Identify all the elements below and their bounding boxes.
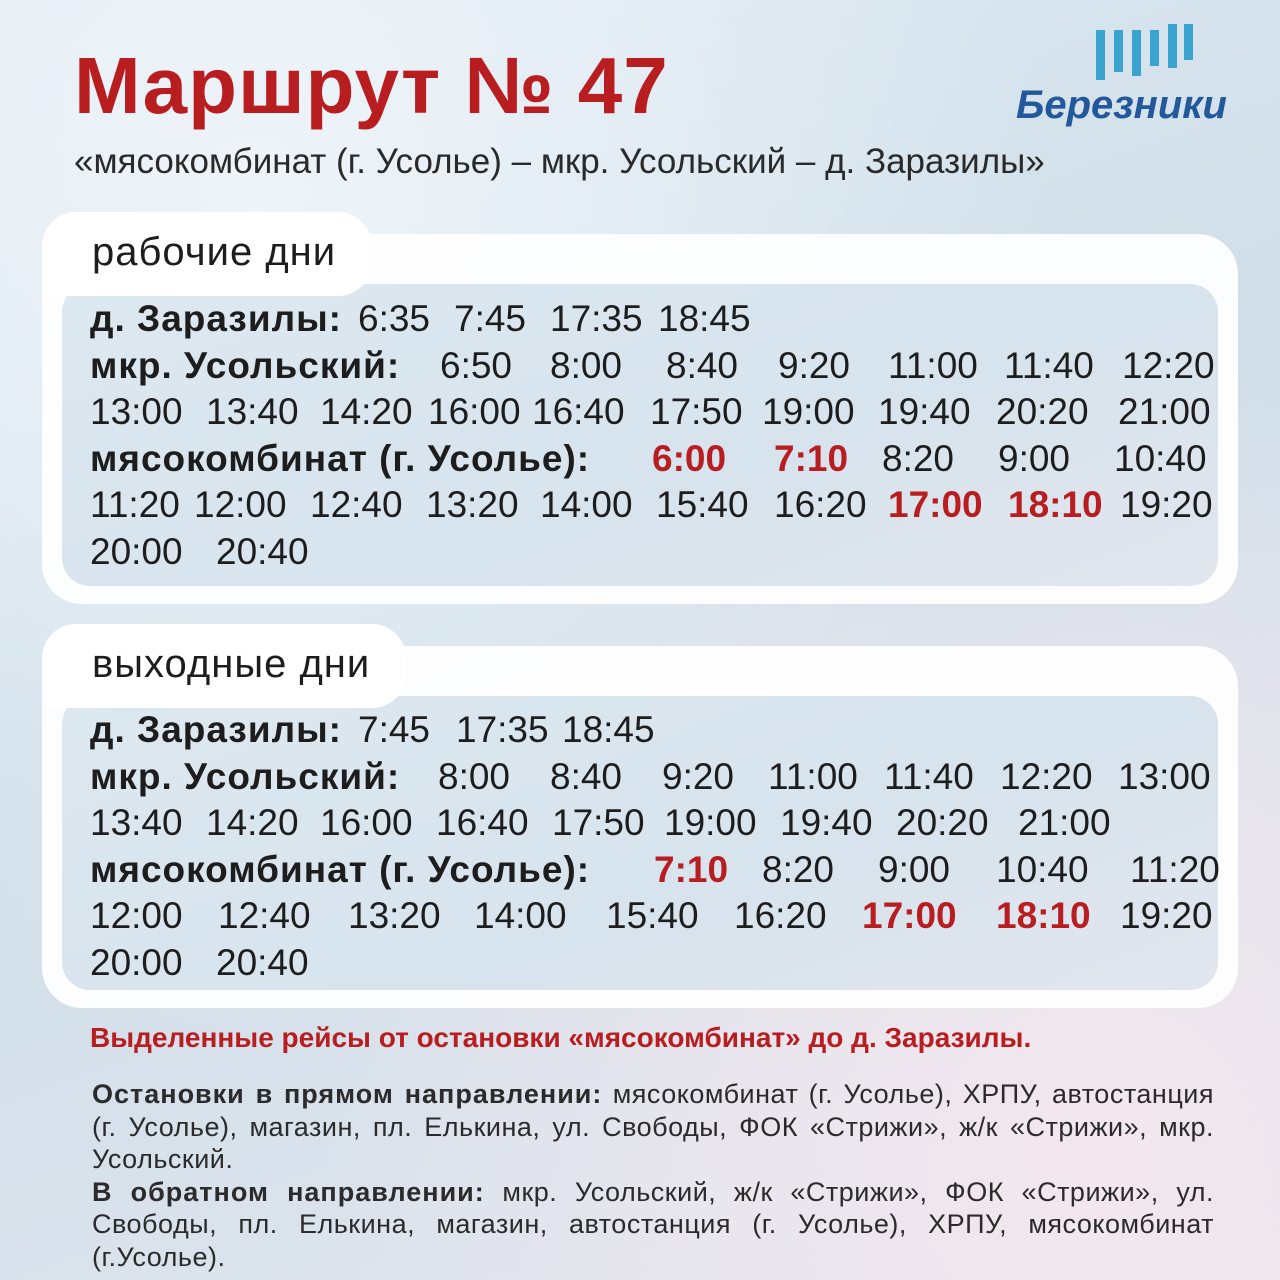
weekends-myaso-row-cont2 xyxy=(90,940,1214,987)
departure-time: 13:40 xyxy=(90,802,183,843)
departure-time: 12:40 xyxy=(218,895,311,936)
page-title: Маршрут № 47 xyxy=(74,41,669,130)
departure-time: 16:00 xyxy=(428,391,521,432)
departure-time: 20:20 xyxy=(996,391,1089,432)
departure-time: 13:20 xyxy=(348,895,441,936)
departure-time: 13:20 xyxy=(426,484,519,525)
departure-time: 11:20 xyxy=(1130,848,1220,890)
departure-time: 12:00 xyxy=(194,484,287,525)
departure-time: 6:50 xyxy=(440,344,513,386)
weekdays-myaso-row-cont xyxy=(90,482,1214,529)
berezniki-logo xyxy=(1016,22,1248,132)
backward-stops-label: В обратном направлении: xyxy=(92,1176,485,1207)
departure-time: 8:40 xyxy=(550,755,623,797)
weekends-usolsky-row-cont xyxy=(90,800,1214,847)
departure-time: 16:40 xyxy=(532,391,625,432)
highlighted-departure-time: 7:10 xyxy=(774,437,849,479)
departure-time: 10:40 xyxy=(1114,437,1207,479)
departure-time: 20:40 xyxy=(216,941,309,983)
departure-time: 14:20 xyxy=(320,391,413,432)
weekdays-usolsky-row xyxy=(90,343,1214,390)
departure-time: 8:00 xyxy=(550,344,623,386)
departure-time: 21:00 xyxy=(1118,391,1211,432)
stop-label: мкр. Усольский: xyxy=(90,755,401,797)
departure-time: 14:20 xyxy=(206,802,299,843)
stops-description xyxy=(92,1078,1214,1273)
highlighted-departure-time: 17:00 xyxy=(888,484,983,525)
forward-stops xyxy=(92,1078,1214,1176)
stop-label: д. Заразилы: xyxy=(90,298,342,339)
departure-time: 13:00 xyxy=(90,391,183,432)
highlight-note: Выделенные рейсы от остановки «мясокомбинат» до д. Заразилы. xyxy=(90,1022,1032,1053)
forward-stops-list: мясокомбинат (г. Усолье), ХРПУ, автостанция (г. Усолье), магазин, пл. Елькина, ул. Свободы, ФОК «Стрижи», ж/к «Стрижи», мкр. Усольский. xyxy=(92,1079,1214,1174)
departure-time: 7:45 xyxy=(454,298,527,339)
departure-time: 20:00 xyxy=(90,941,183,983)
backward-stops-list: мкр. Усольский, ж/к «Стрижи», ФОК «Стрижи», ул. Свободы, пл. Елькина, магазин, автостанция (г. Усолье), ХРПУ, мясокомбинат (г.Усолье). xyxy=(92,1176,1214,1272)
weekdays-schedule xyxy=(90,296,1214,575)
departure-time: 10:40 xyxy=(996,848,1089,890)
departure-time: 18:45 xyxy=(562,709,655,750)
departure-time: 12:20 xyxy=(1122,344,1215,386)
departure-time: 19:00 xyxy=(762,391,855,432)
departure-time: 15:40 xyxy=(606,895,699,936)
weekends-myaso-row xyxy=(90,847,1220,894)
departure-time: 20:00 xyxy=(90,530,183,572)
departure-time: 17:50 xyxy=(552,802,645,843)
weekends-label: выходные дни xyxy=(42,624,406,708)
stop-label: д. Заразилы: xyxy=(90,709,342,750)
weekends-zarazily-row xyxy=(90,707,1214,754)
weekends-schedule xyxy=(90,707,1220,986)
departure-time: 16:20 xyxy=(734,895,827,936)
highlighted-departure-time: 7:10 xyxy=(654,848,729,890)
departure-time: 20:40 xyxy=(216,530,309,572)
departure-time: 6:35 xyxy=(358,298,431,339)
forward-stops-label: Остановки в прямом направлении: xyxy=(92,1079,603,1109)
departure-time: 20:20 xyxy=(896,802,989,843)
weekdays-usolsky-row-cont xyxy=(90,389,1214,436)
departure-time: 15:40 xyxy=(656,484,749,525)
departure-time: 13:40 xyxy=(206,391,299,432)
departure-time: 19:40 xyxy=(780,802,873,843)
departure-time: 9:00 xyxy=(998,437,1071,479)
weekdays-myaso-row-cont2 xyxy=(90,529,1214,576)
departure-time: 9:20 xyxy=(778,344,851,386)
departure-time: 18:45 xyxy=(658,298,751,339)
stop-label: мясокомбинат (г. Усолье): xyxy=(90,848,591,890)
departure-time: 12:40 xyxy=(310,484,403,525)
highlighted-departure-time: 18:10 xyxy=(1008,484,1103,525)
departure-time: 21:00 xyxy=(1018,802,1111,843)
departure-time: 8:20 xyxy=(882,437,955,479)
departure-time: 17:50 xyxy=(650,391,743,432)
weekdays-myaso-row xyxy=(90,436,1214,483)
weekdays-label: рабочие дни xyxy=(42,212,372,296)
weekends-usolsky-row xyxy=(90,754,1214,801)
departure-time: 7:45 xyxy=(358,709,431,750)
departure-time: 11:00 xyxy=(768,755,858,797)
logo-bars-icon xyxy=(1094,22,1194,82)
departure-time: 13:00 xyxy=(1118,755,1211,797)
departure-time: 14:00 xyxy=(540,484,633,525)
departure-time: 11:00 xyxy=(888,344,978,386)
departure-time: 16:00 xyxy=(320,802,413,843)
departure-time: 11:40 xyxy=(1004,344,1094,386)
departure-time: 19:40 xyxy=(878,391,971,432)
departure-time: 11:20 xyxy=(90,484,180,525)
departure-time: 19:00 xyxy=(664,802,757,843)
logo-wordmark: Березники xyxy=(1016,83,1227,127)
departure-time: 8:00 xyxy=(438,755,511,797)
highlighted-departure-time: 6:00 xyxy=(652,437,727,479)
departure-time: 16:20 xyxy=(774,484,867,525)
departure-time: 16:40 xyxy=(436,802,529,843)
highlighted-departure-time: 18:10 xyxy=(996,895,1091,936)
departure-time: 17:35 xyxy=(550,298,643,339)
route-subtitle: «мясокомбинат (г. Усолье) – мкр. Усольский – д. Заразилы» xyxy=(74,142,1045,181)
weekdays-zarazily-row xyxy=(90,296,1214,343)
departure-time: 19:20 xyxy=(1120,895,1213,936)
highlighted-departure-time: 17:00 xyxy=(862,895,957,936)
departure-time: 19:20 xyxy=(1120,484,1213,525)
departure-time: 9:00 xyxy=(878,848,951,890)
departure-time: 17:35 xyxy=(456,709,549,750)
stop-label: мкр. Усольский: xyxy=(90,344,401,386)
stop-label: мясокомбинат (г. Усолье): xyxy=(90,437,591,479)
departure-time: 11:40 xyxy=(884,755,974,797)
weekends-myaso-row-cont xyxy=(90,893,1214,940)
departure-time: 12:20 xyxy=(1000,755,1093,797)
backward-stops xyxy=(92,1176,1214,1274)
departure-time: 8:40 xyxy=(666,344,739,386)
departure-time: 12:00 xyxy=(90,895,183,936)
departure-time: 14:00 xyxy=(474,895,567,936)
departure-time: 9:20 xyxy=(662,755,735,797)
departure-time: 8:20 xyxy=(762,848,835,890)
